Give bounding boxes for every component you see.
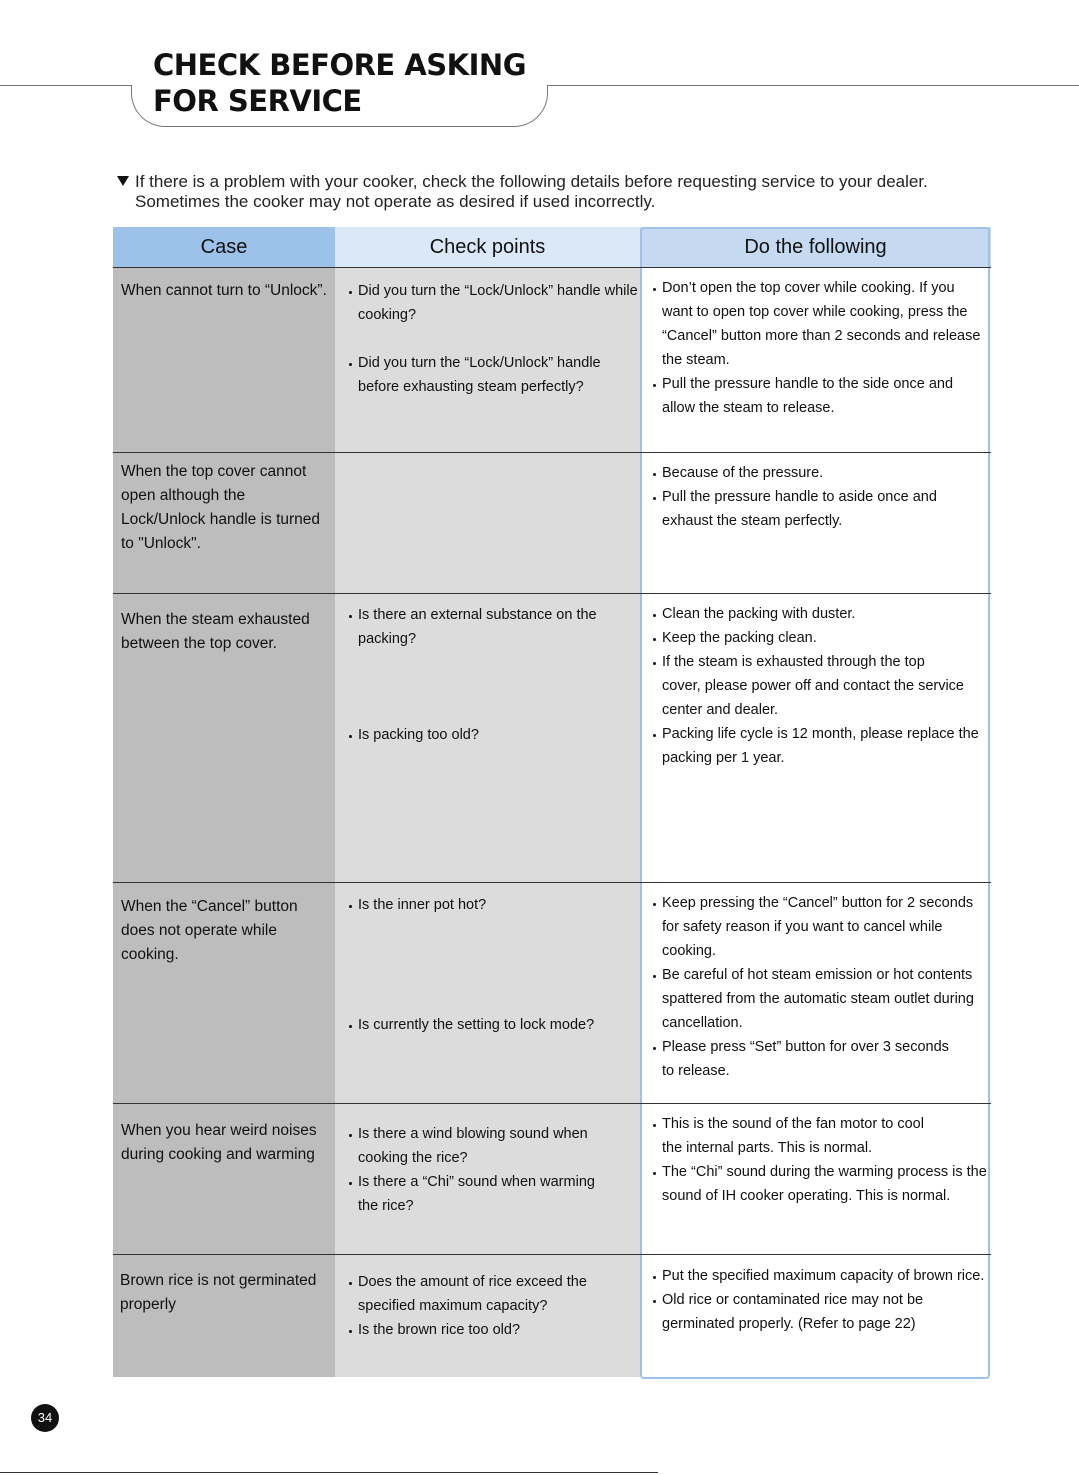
list-item: Keep pressing the “Cancel” button for 2 seconds for safety reason if you want to cancel while cooking. — [653, 891, 987, 963]
title-line-2: FOR SERVICE — [153, 84, 362, 118]
case-cell: When you hear weird noises during cooking and warming — [121, 1122, 317, 1163]
do-cell — [653, 276, 987, 420]
list-item: Don’t open the top cover while cooking. If you want to open top cover while cooking, press the “Cancel” button more than 2 seconds and release the steam. — [653, 276, 987, 372]
list-item: Pull the pressure handle to the side once and allow the steam to release. — [653, 372, 987, 420]
header-do-the-following: Do the following — [640, 227, 991, 267]
list-item: Clean the packing with duster. — [653, 602, 987, 626]
list-item: If the steam is exhausted through the top cover, please power off and contact the service center and dealer. — [653, 650, 967, 722]
case-cell: Brown rice is not germinated properly — [120, 1272, 317, 1313]
title-line-1: CHECK BEFORE ASKING — [153, 48, 526, 82]
list-item: Be careful of hot steam emission or hot contents spattered from the automatic steam outlet during cancellation. — [653, 963, 987, 1035]
list-item: Put the specified maximum capacity of brown rice. — [653, 1264, 987, 1288]
do-cell — [653, 1112, 987, 1208]
list-item: Is there a “Chi” sound when warming the rice? — [349, 1170, 599, 1218]
header-rule-left — [0, 85, 132, 86]
list-item: The “Chi” sound during the warming process is the sound of IH cooker operating. This is normal. — [653, 1160, 987, 1208]
page-number: 34 — [31, 1404, 59, 1432]
do-cell — [653, 461, 987, 533]
list-item: Does the amount of rice exceed the specified maximum capacity? — [349, 1270, 639, 1318]
case-cell: When cannot turn to “Unlock”. — [121, 282, 327, 299]
check-cell — [349, 1270, 639, 1342]
list-item: Pull the pressure handle to aside once and exhaust the steam perfectly. — [653, 485, 987, 533]
do-cell — [653, 1264, 987, 1336]
check-cell — [349, 893, 639, 1037]
do-cell — [653, 602, 987, 770]
check-cell — [349, 603, 619, 747]
case-cell: When the “Cancel” button does not operate while cooking. — [121, 898, 298, 963]
list-item: Is there an external substance on the packing? — [349, 603, 619, 651]
list-item: Please press “Set” button for over 3 seconds to release. — [653, 1035, 962, 1083]
list-item: Keep the packing clean. — [653, 626, 987, 650]
do-cell — [653, 891, 987, 1083]
list-item: Is the brown rice too old? — [349, 1318, 639, 1342]
list-item: Is packing too old? — [349, 723, 619, 747]
list-item: Did you turn the “Lock/Unlock” handle before exhausting steam perfectly? — [349, 351, 639, 399]
check-cell — [349, 279, 639, 399]
check-cell — [349, 1122, 599, 1218]
page-title — [153, 47, 526, 119]
header-rule-right — [546, 85, 1079, 86]
list-item: Is there a wind blowing sound when cooking the rice? — [349, 1122, 599, 1170]
footer-rule — [0, 1472, 658, 1473]
intro-text: If there is a problem with your cooker, check the following details before requesting service to your dealer. Sometimes the cooker may not operate as desired if used incorrectly. — [117, 172, 1017, 212]
case-cell: When the top cover cannot open although the Lock/Unlock handle is turned to "Unlock". — [121, 463, 321, 552]
case-cell: When the steam exhausted between the top cover. — [121, 611, 310, 652]
header-case: Case — [113, 227, 335, 267]
list-item: Did you turn the “Lock/Unlock” handle while cooking? — [349, 279, 639, 327]
list-item: Is the inner pot hot? — [349, 893, 639, 917]
case-column — [113, 267, 335, 1377]
list-item: This is the sound of the fan motor to cool the internal parts. This is normal. — [653, 1112, 932, 1160]
list-item: Is currently the setting to lock mode? — [349, 1013, 639, 1037]
list-item: Packing life cycle is 12 month, please replace the packing per 1 year. — [653, 722, 987, 770]
triangle-bullet-icon — [117, 176, 129, 186]
list-item: Because of the pressure. — [653, 461, 987, 485]
list-item: Old rice or contaminated rice may not be germinated properly. (Refer to page 22) — [653, 1288, 932, 1336]
header-check-points: Check points — [335, 227, 640, 267]
